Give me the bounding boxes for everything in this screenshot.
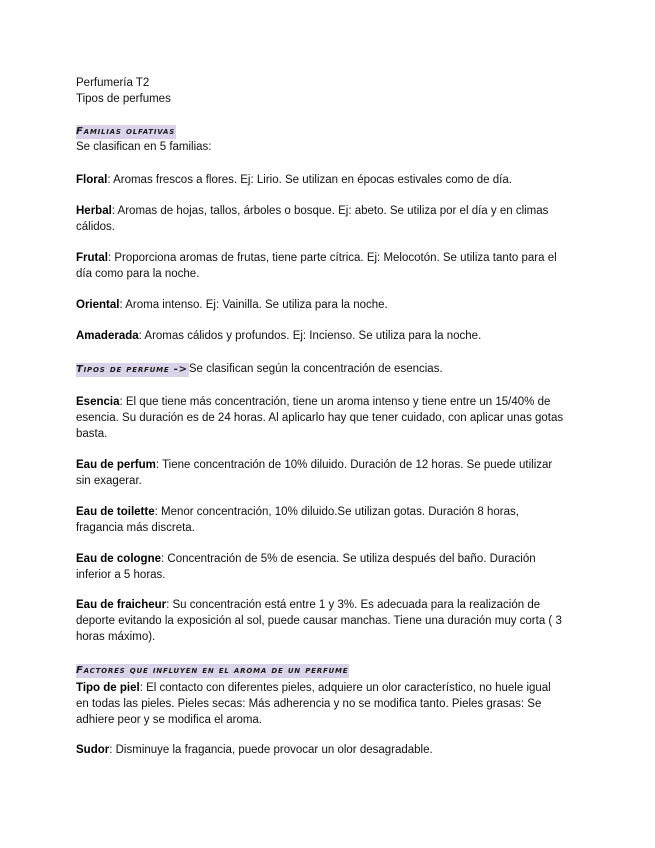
term-eau-de-toilette: Eau de toilette [76, 506, 155, 518]
document-title: Perfumería T2 [76, 77, 150, 89]
familia-herbal [76, 204, 636, 236]
tipo-esencia [76, 395, 636, 442]
factor-sudor [76, 743, 636, 759]
tipo-eau-de-cologne [76, 552, 636, 584]
desc-eau-de-fraicheur: : Su concentración está entre 1 y 3%. Es adecuada para la realización de deporte evitando la exposición al sol, puede causar manchas. Tiene una duración muy corta ( 3 horas máximo). [76, 599, 562, 643]
desc-frutal: : Proporciona aromas de frutas, tiene parte cítrica. Ej: Melocotón. Se utiliza tanto para el día como para la noche. [76, 252, 557, 280]
term-esencia: Esencia [76, 396, 120, 408]
term-floral: Floral [76, 174, 108, 186]
term-amaderada: Amaderada [76, 330, 139, 342]
section-heading-factores [76, 663, 636, 679]
desc-eau-de-cologne: : Concentración de 5% de esencia. Se utiliza después del baño. Duración inferior a 5 horas. [76, 553, 536, 581]
tipo-eau-de-perfum [76, 458, 636, 490]
term-oriental: Oriental [76, 299, 120, 311]
term-eau-de-cologne: Eau de cologne [76, 553, 161, 565]
factores-heading: Factores que influyen en el aroma de un perfume [76, 665, 349, 676]
term-frutal: Frutal [76, 252, 108, 264]
term-eau-de-perfum: Eau de perfum [76, 459, 156, 471]
section-heading-tipos [76, 362, 636, 378]
term-tipo-de-piel: Tipo de piel [76, 682, 140, 694]
desc-sudor: : Disminuye la fragancia, puede provocar un olor desagradable. [109, 744, 433, 756]
familia-amaderada [76, 329, 636, 345]
tipos-heading: Tipos de perfume -> [76, 364, 188, 375]
desc-herbal: : Aromas de hojas, tallos, árboles o bosque. Ej: abeto. Se utiliza por el día y en climas cálidos. [76, 205, 549, 233]
term-eau-de-fraicheur: Eau de fraicheur [76, 599, 167, 611]
familia-floral [76, 173, 636, 189]
familias-heading: Familias olfativas [76, 126, 176, 137]
section-heading-familias [76, 124, 636, 140]
document-subtitle: Tipos de perfumes [76, 93, 171, 105]
term-herbal: Herbal [76, 205, 112, 217]
term-sudor: Sudor [76, 744, 110, 756]
desc-tipo-de-piel: : El contacto con diferentes pieles, adquiere un olor característico, no huele igual en todas las pieles. Pieles secas: Más adherencia y no se modifica tanto. Pieles grasas: Se adhiere peor y se modifica el aroma. [76, 682, 551, 726]
desc-eau-de-toilette: : Menor concentración, 10% diluido.Se utilizan gotas. Duración 8 horas, fragancia más discreta. [76, 506, 519, 534]
desc-eau-de-perfum: : Tiene concentración de 10% diluido. Duración de 12 horas. Se puede utilizar sin exagerar. [76, 459, 553, 487]
familia-oriental [76, 298, 636, 314]
factor-tipo-de-piel [76, 681, 636, 728]
tipo-eau-de-toilette [76, 505, 636, 537]
desc-amaderada: : Aromas cálidos y profundos. Ej: Incienso. Se utiliza para la noche. [138, 330, 482, 342]
familia-frutal [76, 251, 636, 283]
tipo-eau-de-fraicheur [76, 598, 636, 645]
desc-oriental: : Aroma intenso. Ej: Vainilla. Se utiliza para la noche. [119, 299, 388, 311]
familias-intro: Se clasifican en 5 familias: [76, 141, 212, 153]
desc-esencia: : El que tiene más concentración, tiene un aroma intenso y tiene entre un 15/40% de esencia. Su duración es de 24 horas. Al aplicarlo hay que tener cuidado, con aplicar unas gotas basta. [76, 396, 564, 440]
desc-floral: : Aromas frescos a flores. Ej: Lirio. Se utilizan en épocas estivales como de día. [107, 174, 512, 186]
tipos-intro: Se clasifican según la concentración de esencias. [188, 363, 443, 375]
